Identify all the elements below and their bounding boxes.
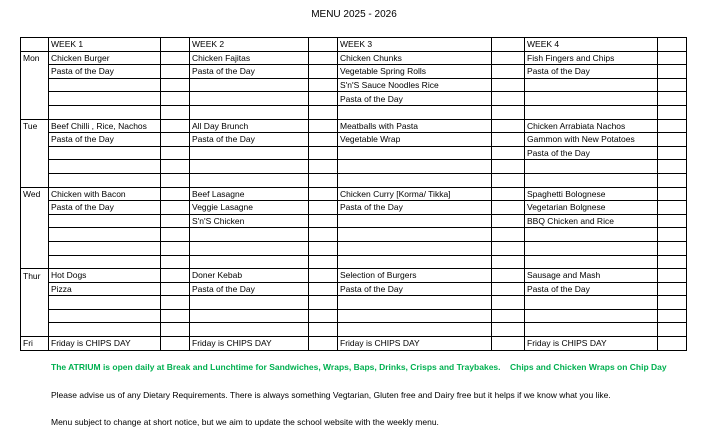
menu-item: Pasta of the Day [190, 65, 309, 79]
menu-item [525, 160, 658, 174]
spacer-cell [309, 119, 338, 133]
menu-item: Sausage and Mash [525, 269, 658, 283]
spacer-cell [492, 296, 525, 310]
spacer-cell [161, 173, 190, 187]
spacer-cell [658, 214, 687, 228]
menu-item [338, 146, 492, 160]
table-row [21, 92, 687, 106]
spacer-cell [658, 323, 687, 337]
spacer-cell [658, 187, 687, 201]
day-cell [21, 173, 49, 187]
table-row [21, 201, 687, 215]
menu-item [338, 228, 492, 242]
menu-item: Chicken Fajitas [190, 51, 309, 65]
day-cell [21, 201, 49, 215]
spacer-cell [309, 187, 338, 201]
spacer-cell [161, 51, 190, 65]
menu-item: Gammon with New Potatoes [525, 133, 658, 147]
spacer-cell [658, 241, 687, 255]
table-row [21, 282, 687, 296]
spacer-cell [492, 105, 525, 119]
spacer-cell [161, 187, 190, 201]
spacer-cell [492, 119, 525, 133]
menu-item: All Day Brunch [190, 119, 309, 133]
spacer-cell [161, 337, 190, 351]
table-row [21, 309, 687, 323]
menu-item: Friday is CHIPS DAY [338, 337, 492, 351]
menu-item [190, 146, 309, 160]
week-header: WEEK 1 [49, 38, 161, 52]
spacer-cell [658, 65, 687, 79]
spacer-cell [309, 228, 338, 242]
spacer-cell [161, 241, 190, 255]
menu-item: Pasta of the Day [525, 65, 658, 79]
day-label: Fri [21, 337, 49, 351]
spacer-cell [492, 201, 525, 215]
menu-item [190, 323, 309, 337]
day-cell [21, 78, 49, 92]
menu-item [49, 78, 161, 92]
day-label: Thur [21, 269, 49, 283]
menu-item [190, 255, 309, 269]
spacer-cell [161, 65, 190, 79]
menu-item [525, 78, 658, 92]
menu-item: Chicken with Bacon [49, 187, 161, 201]
spacer-cell [309, 105, 338, 119]
menu-item: Chicken Chunks [338, 51, 492, 65]
spacer-cell [492, 160, 525, 174]
spacer-cell [658, 119, 687, 133]
menu-item [338, 323, 492, 337]
menu-item: Pasta of the Day [190, 133, 309, 147]
spacer-cell [658, 269, 687, 283]
menu-item [525, 309, 658, 323]
day-label: Mon [21, 51, 49, 65]
menu-table [20, 37, 687, 351]
menu-item [338, 255, 492, 269]
spacer-cell [161, 255, 190, 269]
spacer-cell [161, 214, 190, 228]
menu-item: Spaghetti Bolognese [525, 187, 658, 201]
menu-item [525, 255, 658, 269]
table-row [21, 146, 687, 160]
day-cell [21, 160, 49, 174]
week-header: WEEK 3 [338, 38, 492, 52]
table-row [21, 133, 687, 147]
menu-item [338, 241, 492, 255]
spacer-cell [492, 323, 525, 337]
spacer-cell [309, 133, 338, 147]
spacer-cell [658, 173, 687, 187]
day-cell [21, 105, 49, 119]
spacer-cell [309, 65, 338, 79]
day-cell [21, 92, 49, 106]
spacer-cell [309, 337, 338, 351]
spacer-cell [309, 269, 338, 283]
menu-item: S'n'S Chicken [190, 214, 309, 228]
day-label: Wed [21, 187, 49, 201]
spacer-cell [658, 78, 687, 92]
spacer-cell [658, 105, 687, 119]
spacer-cell [161, 38, 190, 52]
menu-item [525, 173, 658, 187]
menu-item [190, 241, 309, 255]
day-label: Tue [21, 119, 49, 133]
spacer-cell [309, 146, 338, 160]
menu-item: Selection of Burgers [338, 269, 492, 283]
spacer-cell [492, 51, 525, 65]
menu-item [190, 228, 309, 242]
menu-item [49, 241, 161, 255]
spacer-cell [492, 38, 525, 52]
spacer-cell [492, 214, 525, 228]
spacer-cell [309, 92, 338, 106]
menu-item [49, 323, 161, 337]
spacer-cell [658, 160, 687, 174]
menu-item [49, 146, 161, 160]
spacer-cell [161, 119, 190, 133]
spacer-cell [658, 296, 687, 310]
day-cell [21, 214, 49, 228]
spacer-cell [309, 38, 338, 52]
spacer-cell [658, 146, 687, 160]
menu-item [338, 214, 492, 228]
table-row [21, 187, 687, 201]
menu-item: Pasta of the Day [338, 92, 492, 106]
day-cell [21, 241, 49, 255]
corner-cell [21, 38, 49, 52]
menu-item [525, 241, 658, 255]
day-cell [21, 133, 49, 147]
spacer-cell [658, 228, 687, 242]
menu-item [49, 173, 161, 187]
menu-item: Friday is CHIPS DAY [49, 337, 161, 351]
chip-day-text: Chips and Chicken Wraps on Chip Day [509, 362, 667, 372]
menu-item: Pizza [49, 282, 161, 296]
spacer-cell [309, 241, 338, 255]
spacer-cell [658, 92, 687, 106]
spacer-cell [161, 323, 190, 337]
spacer-cell [161, 105, 190, 119]
change-note: Menu subject to change at short notice, but we aim to update the school website with the weekly menu. [51, 417, 439, 427]
spacer-cell [492, 282, 525, 296]
spacer-cell [161, 78, 190, 92]
day-cell [21, 282, 49, 296]
spacer-cell [161, 282, 190, 296]
menu-item [190, 296, 309, 310]
menu-item: Friday is CHIPS DAY [190, 337, 309, 351]
menu-item: Chicken Curry [Korma/ Tikka] [338, 187, 492, 201]
menu-item: Meatballs with Pasta [338, 119, 492, 133]
menu-item: Beef Chilli , Rice, Nachos [49, 119, 161, 133]
menu-item [338, 160, 492, 174]
spacer-cell [161, 269, 190, 283]
table-row [21, 78, 687, 92]
menu-item [525, 323, 658, 337]
header-row [21, 38, 687, 52]
day-cell [21, 255, 49, 269]
table-row [21, 337, 687, 351]
menu-item [49, 92, 161, 106]
day-cell [21, 309, 49, 323]
spacer-cell [309, 201, 338, 215]
spacer-cell [492, 173, 525, 187]
menu-item: Pasta of the Day [338, 201, 492, 215]
menu-item: Fish Fingers and Chips [525, 51, 658, 65]
spacer-cell [161, 92, 190, 106]
spacer-cell [309, 323, 338, 337]
menu-item: Vegetable Wrap [338, 133, 492, 147]
spacer-cell [309, 51, 338, 65]
spacer-cell [658, 255, 687, 269]
spacer-cell [492, 78, 525, 92]
menu-item: S'n'S Sauce Noodles Rice [338, 78, 492, 92]
menu-item: Pasta of the Day [525, 146, 658, 160]
table-row [21, 228, 687, 242]
menu-item: Pasta of the Day [525, 282, 658, 296]
table-row [21, 119, 687, 133]
menu-item: Pasta of the Day [49, 201, 161, 215]
spacer-cell [492, 309, 525, 323]
menu-item: Chicken Burger [49, 51, 161, 65]
menu-item [525, 296, 658, 310]
menu-item [190, 309, 309, 323]
day-cell [21, 65, 49, 79]
table-row [21, 296, 687, 310]
menu-item [190, 105, 309, 119]
table-row [21, 323, 687, 337]
spacer-cell [309, 255, 338, 269]
spacer-cell [161, 296, 190, 310]
menu-item: BBQ Chicken and Rice [525, 214, 658, 228]
spacer-cell [309, 78, 338, 92]
spacer-cell [309, 214, 338, 228]
table-row [21, 105, 687, 119]
page-title: MENU 2025 - 2026 [311, 9, 397, 20]
spacer-cell [492, 65, 525, 79]
spacer-cell [492, 269, 525, 283]
spacer-cell [492, 146, 525, 160]
table-row [21, 255, 687, 269]
day-cell [21, 146, 49, 160]
table-row [21, 65, 687, 79]
day-cell [21, 296, 49, 310]
menu-item [49, 255, 161, 269]
spacer-cell [492, 241, 525, 255]
menu-item [49, 105, 161, 119]
menu-item [49, 214, 161, 228]
spacer-cell [161, 309, 190, 323]
menu-item [338, 173, 492, 187]
menu-item [190, 173, 309, 187]
menu-item: Vegetable Spring Rolls [338, 65, 492, 79]
week-header: WEEK 2 [190, 38, 309, 52]
spacer-cell [309, 296, 338, 310]
spacer-cell [658, 133, 687, 147]
spacer-cell [492, 337, 525, 351]
spacer-cell [658, 51, 687, 65]
menu-item [49, 228, 161, 242]
spacer-cell [658, 201, 687, 215]
menu-item [49, 309, 161, 323]
spacer-cell [492, 92, 525, 106]
menu-item: Pasta of the Day [49, 65, 161, 79]
menu-item: Beef Lasagne [190, 187, 309, 201]
menu-item [49, 296, 161, 310]
menu-item: Hot Dogs [49, 269, 161, 283]
week-header: WEEK 4 [525, 38, 658, 52]
spacer-cell [658, 309, 687, 323]
menu-item [338, 296, 492, 310]
spacer-cell [161, 201, 190, 215]
table-row [21, 51, 687, 65]
spacer-cell [161, 160, 190, 174]
spacer-cell [492, 187, 525, 201]
menu-item: Chicken Arrabiata Nachos [525, 119, 658, 133]
spacer-cell [309, 282, 338, 296]
atrium-text: The ATRIUM is open daily at Break and Lunchtime for Sandwiches, Wraps, Baps, Drinks, Crisps and Traybakes. [51, 362, 501, 372]
table-row [21, 160, 687, 174]
spacer-cell [161, 146, 190, 160]
menu-item: Pasta of the Day [190, 282, 309, 296]
spacer-cell [658, 282, 687, 296]
table-row [21, 173, 687, 187]
spacer-cell [309, 173, 338, 187]
day-cell [21, 323, 49, 337]
menu-item: Pasta of the Day [49, 133, 161, 147]
spacer-cell [161, 133, 190, 147]
menu-item [190, 92, 309, 106]
table-row [21, 214, 687, 228]
menu-item: Doner Kebab [190, 269, 309, 283]
spacer-cell [658, 337, 687, 351]
menu-item: Vegetarian Bolgnese [525, 201, 658, 215]
menu-item [525, 92, 658, 106]
atrium-note [51, 362, 667, 372]
menu-item [525, 228, 658, 242]
menu-item [338, 309, 492, 323]
spacer-cell [492, 228, 525, 242]
menu-item: Friday is CHIPS DAY [525, 337, 658, 351]
day-cell [21, 228, 49, 242]
dietary-note: Please advise us of any Dietary Requirements. There is always something Vegtarian, Gluten free and Dairy free but it helps if we know what you like. [51, 390, 611, 400]
spacer-cell [492, 133, 525, 147]
spacer-cell [161, 228, 190, 242]
menu-item [338, 105, 492, 119]
spacer-cell [309, 309, 338, 323]
menu-item [49, 160, 161, 174]
spacer-cell [658, 38, 687, 52]
spacer-cell [309, 160, 338, 174]
table-row [21, 241, 687, 255]
menu-item [190, 78, 309, 92]
table-row [21, 269, 687, 283]
menu-item: Veggie Lasagne [190, 201, 309, 215]
menu-item: Pasta of the Day [338, 282, 492, 296]
spacer-cell [492, 255, 525, 269]
menu-item [190, 160, 309, 174]
menu-item [525, 105, 658, 119]
